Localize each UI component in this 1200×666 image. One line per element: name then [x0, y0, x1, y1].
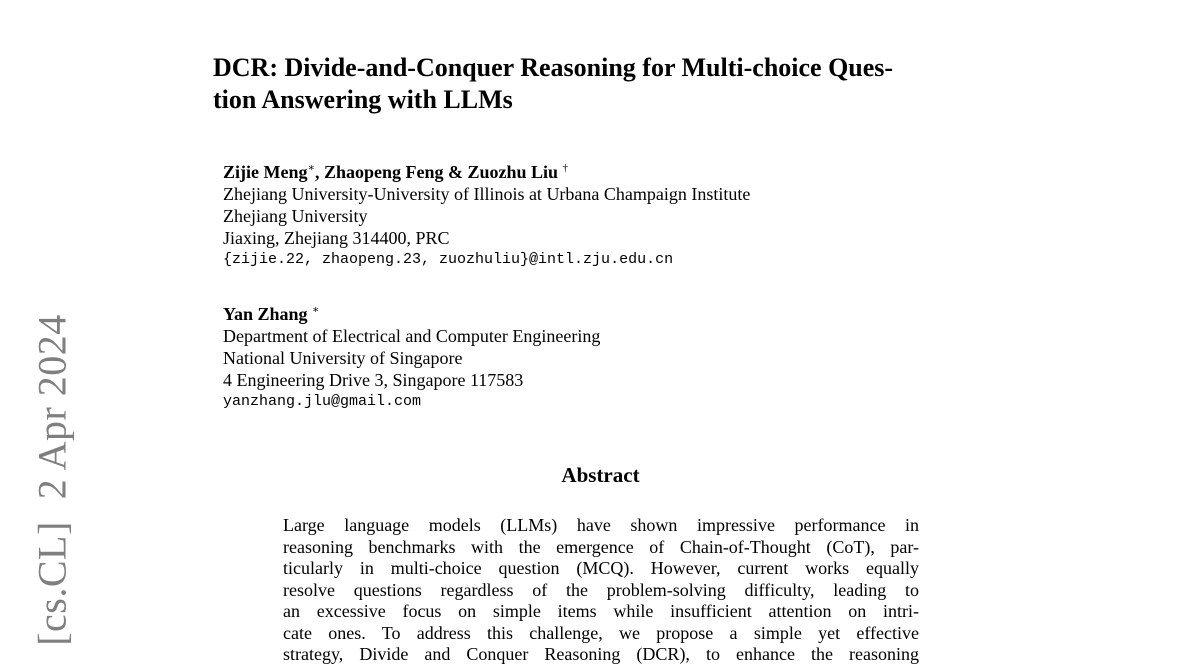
email-line: yanzhang.jlu@gmail.com [223, 393, 422, 410]
author-name-zijie: Zijie Meng [223, 162, 308, 182]
abstract-line: an excessive focus on simple items while insufficient attention on intri- [283, 601, 919, 621]
corresponding-mark: † [562, 162, 569, 174]
affiliation-line: Zhejiang University [223, 206, 368, 226]
abstract-body [283, 515, 919, 666]
author-name-text: Yan Zhang [223, 304, 308, 324]
author-block-2 [223, 299, 600, 413]
abstract-line: cate ones. To address this challenge, we propose a simple yet effective [283, 622, 919, 643]
equal-contribution-mark: ∗ [307, 162, 315, 174]
abstract-line: strategy, Divide and Conquer Reasoning (DCR), to enhance the reasoning [283, 644, 919, 664]
address-line: Jiaxing, Zhejiang 314400, PRC [223, 228, 450, 248]
author-names-rest: , Zhaopeng Feng & Zuozhu Liu [314, 162, 559, 182]
title-line-1: DCR: Divide-and-Conquer Reasoning for Multi-choice Ques- [213, 53, 894, 82]
title-line-2: tion Answering with LLMs [213, 85, 513, 114]
affiliation-line: National University of Singapore [223, 348, 463, 368]
abstract-line: reasoning benchmarks with the emergence of Chain-of-Thought (CoT), par- [283, 536, 919, 557]
equal-contribution-mark: ∗ [312, 304, 320, 316]
abstract-line: resolve questions regardless of the problem-solving difficulty, leading to [283, 579, 919, 600]
author-names-1 [223, 157, 750, 183]
arxiv-date: 2 Apr 2024 [29, 314, 75, 500]
affiliation-line: Zhejiang University-University of Illinois at Urbana Champaign Institute [223, 184, 751, 204]
address-line: 4 Engineering Drive 3, Singapore 117583 [223, 370, 524, 390]
abstract-heading-text: Abstract [561, 463, 640, 487]
email-line: {zijie.22, zhaopeng.23, zuozhuliu}@intl.zju.edu.cn [223, 251, 674, 268]
author-block-1 [223, 157, 750, 271]
abstract-line: ticularly in multi-choice question (MCQ). However, current works equally [283, 558, 919, 578]
author-name-yan [223, 299, 600, 325]
abstract-line: Large language models (LLMs) have shown impressive performance in [283, 515, 919, 535]
paper-title [213, 52, 1013, 116]
affiliation-line: Department of Electrical and Computer Engineering [223, 326, 601, 346]
arxiv-category: [cs.CL] [29, 521, 75, 646]
abstract-heading [0, 463, 1200, 488]
